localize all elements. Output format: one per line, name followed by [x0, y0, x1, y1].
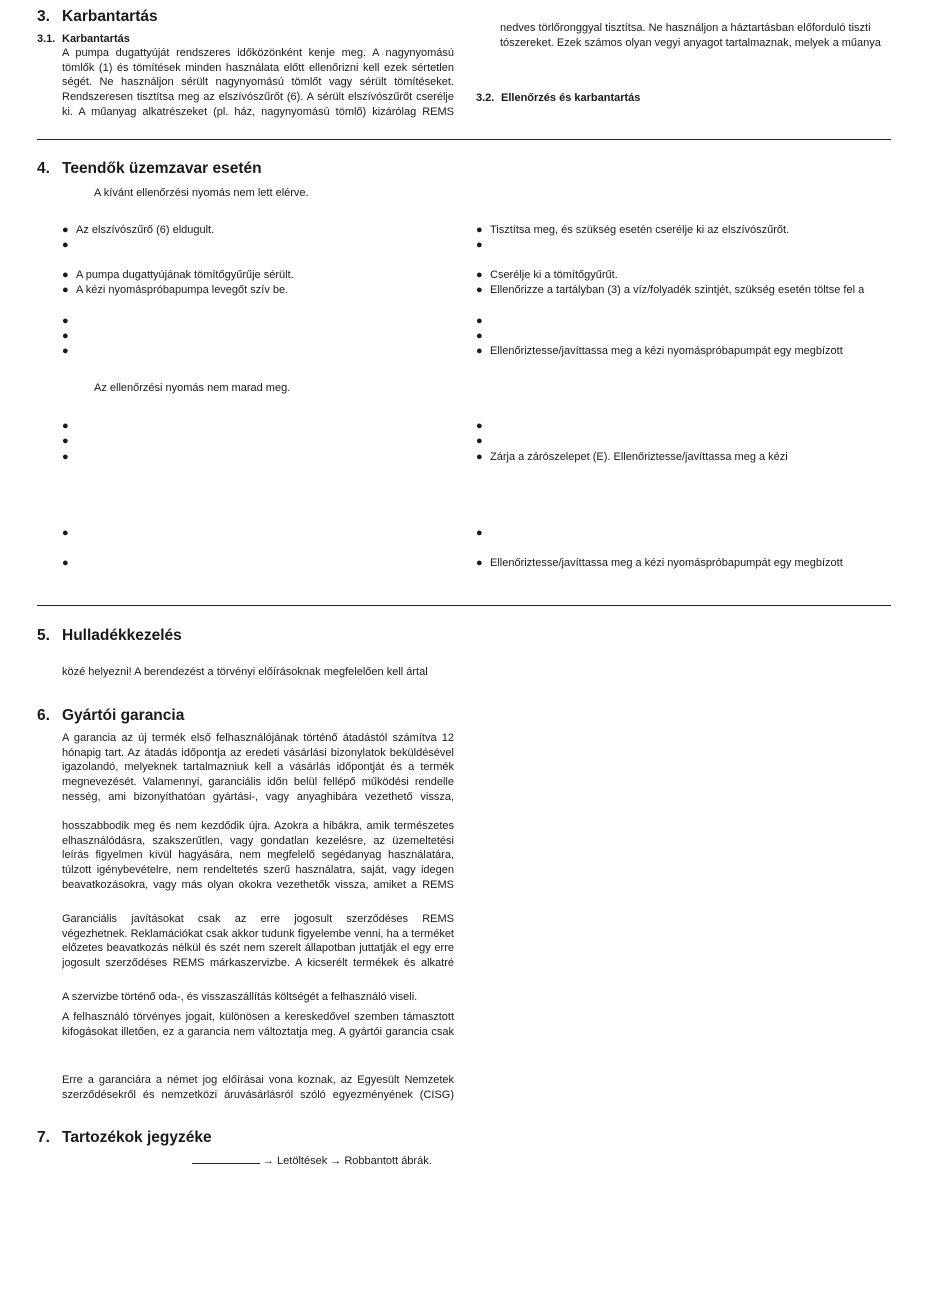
remedy-text: Ellenőrizze a tartályban (3) a víz/folyadék szintjét, szükség esetén töltse fel a — [490, 284, 865, 296]
text-line: Garanciális javításokat csak az erre jogosult szerződéses REMS — [62, 913, 454, 925]
subsection-3-2-number: 3.2. — [476, 92, 495, 104]
remedy-item — [476, 284, 864, 297]
text-line: A pumpa dugattyúját rendszeres időközönként kenje meg. A nagynyomású — [62, 47, 454, 59]
fault-heading-1: A kívánt ellenőrzési nyomás nem lett elérve. — [94, 187, 309, 199]
cause-item — [62, 315, 76, 328]
accessories-reference — [192, 1153, 432, 1169]
bullet-icon: ● — [476, 269, 483, 281]
fault-heading-2: Az ellenőrzési nyomás nem marad meg. — [94, 382, 291, 394]
section-7-title: Tartozékok jegyzéke — [62, 1129, 212, 1146]
remedy-text: Tisztítsa meg, és szükség esetén cserélje ki az elszívószűrőt. — [490, 224, 790, 236]
bullet-icon: ● — [476, 284, 483, 296]
text-line: tömlők (1) és tömítések minden használata előtt ellenőrizni kell ezek sértetlen — [62, 61, 454, 74]
remedy-item — [476, 435, 490, 448]
remedy-text: Zárja a zárószelepet (E). Ellenőriztesse/javíttassa meg a kézi — [490, 451, 788, 463]
section-divider — [37, 139, 891, 140]
section-3-heading — [37, 8, 158, 26]
cause-item — [62, 224, 214, 237]
bullet-icon: ● — [62, 451, 69, 463]
remedy-text: Ellenőriztesse/javíttassa meg a kézi nyomáspróbapumpát egy megbízott — [490, 557, 843, 569]
section-7-number: 7. — [37, 1129, 50, 1146]
bullet-icon: ● — [476, 239, 483, 251]
bullet-icon: ● — [476, 330, 483, 342]
section-6-heading — [37, 707, 184, 725]
bullet-icon: ● — [62, 557, 69, 569]
bullet-icon: ● — [62, 420, 69, 432]
section-5-text: közé helyezni! A berendezést a törvényi előírásoknak megfelelően kell ártal — [62, 666, 428, 678]
bullet-icon: ● — [476, 527, 483, 539]
remedy-item — [476, 420, 490, 433]
text-line: beavatkozásokra, vagy más olyan okokra vezethetők vissza, amiket a REMS — [62, 878, 454, 891]
warranty-paragraph-5 — [62, 1010, 454, 1039]
warranty-paragraph-4: A szervizbe történő oda-, és visszaszállítás költségét a felhasználó viseli. — [62, 991, 418, 1003]
remedy-item — [476, 224, 789, 237]
text-line: A felhasználó törvényes jogait, különösen a kereskedővel szemben támasztott — [62, 1011, 454, 1023]
bullet-icon: ● — [62, 239, 69, 251]
bullet-icon: ● — [476, 435, 483, 447]
text-line: A garancia az új termék első felhasználójának történő átadástól számítva 12 — [62, 732, 454, 744]
warranty-paragraph-6 — [62, 1073, 454, 1102]
subsection-3-2-title: Ellenőrzés és karbantartás — [501, 92, 641, 104]
warranty-paragraph-2 — [62, 819, 454, 892]
cause-item — [62, 451, 76, 464]
bullet-icon: ● — [62, 224, 69, 236]
bullet-icon: ● — [476, 420, 483, 432]
text-line: ki. A műanyag alkatrészeket (pl. ház, nagynyomású tömlő) kizárólag REMS — [62, 105, 454, 118]
bullet-icon: ● — [62, 330, 69, 342]
cause-item — [62, 557, 76, 570]
bullet-icon: ● — [62, 435, 69, 447]
remedy-item — [476, 269, 618, 282]
section-4-heading — [37, 160, 262, 178]
subsection-3-2-heading — [476, 92, 640, 104]
remedy-item — [476, 527, 490, 540]
warranty-paragraph-1 — [62, 731, 454, 804]
section-3-right-paragraph — [500, 21, 881, 50]
text-line: jogosult szerződéses REMS márkaszervizbe. A kicserélt termékek és alkatré — [62, 957, 454, 970]
text-line: megnevezését. Valamennyi, garanciális időn belül fellépő működési rendelle — [62, 776, 454, 789]
cause-item — [62, 284, 288, 297]
bullet-icon: ● — [476, 345, 483, 357]
bullet-icon: ● — [62, 284, 69, 296]
link-placeholder-underline — [192, 1153, 260, 1164]
warranty-paragraph-3 — [62, 912, 454, 971]
section-7-heading — [37, 1129, 212, 1147]
remedy-item — [476, 345, 843, 358]
subsection-3-1-number: 3.1. — [37, 33, 56, 45]
bullet-icon: ● — [476, 224, 483, 236]
text-line: tószereket. Ezek számos olyan vegyi anyagot tartalmaznak, melyek a műanya — [500, 36, 881, 49]
cause-text: A pumpa dugattyújának tömítőgyűrűje sérült. — [76, 269, 294, 281]
text-line: Rendszeresen tisztítsa meg az elszívószűrőt (6). A sérült elszívószűrőt cserélje — [62, 91, 454, 104]
text-line: hosszabbodik meg és nem kezdődik újra. Azokra a hibákra, amik természetes — [62, 820, 454, 832]
cause-item — [62, 420, 76, 433]
text-line: nedves törlőronggyal tisztítsa. Ne használjon a háztartásban előforduló tiszti — [500, 22, 871, 34]
subsection-3-1-heading — [37, 33, 130, 45]
text-line: leírás figyelmen kívül hagyására, nem megfelelő segédanyag használatára, — [62, 849, 454, 862]
text-line: túlzott igénybevételre, nem rendeltetés szerű használatra, saját, vagy idegen — [62, 864, 454, 877]
section-6-title: Gyártói garancia — [62, 707, 185, 724]
text-line: ségét. Ne használjon sérült nagynyomású tömlőt vagy sérült tömítéseket. — [62, 76, 454, 89]
remedy-item — [476, 451, 788, 464]
cause-item — [62, 269, 294, 282]
bullet-icon: ● — [62, 315, 69, 327]
bullet-icon: ● — [62, 269, 69, 281]
text-line: elhasználódásra, szakszerűtlen, vagy gondatlan kezelésre, az üzemeltetési — [62, 834, 454, 847]
remedy-item — [476, 239, 490, 252]
cause-item — [62, 345, 76, 358]
subsection-3-1-title: Karbantartás — [62, 33, 130, 45]
cause-item — [62, 239, 76, 252]
bullet-icon: ● — [476, 557, 483, 569]
remedy-text: Ellenőriztesse/javíttassa meg a kézi nyomáspróbapumpát egy megbízott — [490, 345, 843, 357]
text-line: szerződésekről és nemzetközi áruvásárlásról szóló egyezményének (CISG) — [62, 1088, 454, 1101]
section-4-number: 4. — [37, 160, 50, 177]
cause-text: Az elszívószűrő (6) eldugult. — [76, 224, 215, 236]
text-line: végezhetnek. Reklamációkat csak akkor tudunk figyelembe venni, ha a terméket — [62, 927, 454, 940]
cause-item — [62, 330, 76, 343]
section-5-number: 5. — [37, 627, 50, 644]
remedy-text: Cserélje ki a tömítőgyűrűt. — [490, 269, 618, 281]
remedy-item — [476, 330, 490, 343]
text-line: előzetes beavatkozás nélkül és szét nem szerelt állapotban juttatják el egy erre — [62, 942, 454, 955]
text-line: Erre a garanciára a német jog előírásai vona koznak, az Egyesült Nemzetek — [62, 1074, 454, 1086]
bullet-icon: ● — [62, 527, 69, 539]
cause-item — [62, 527, 76, 540]
bullet-icon: ● — [476, 451, 483, 463]
remedy-item — [476, 315, 490, 328]
section-3-1-paragraph — [62, 46, 454, 119]
text-line: kifogásokat illetően, ez a garancia nem változtatja meg. A gyártói garancia csak — [62, 1025, 454, 1038]
bullet-icon: ● — [476, 315, 483, 327]
remedy-item — [476, 557, 843, 570]
text-line: hónapig tart. Az átadás időpontja az eredeti vásárlási bizonylatok beküldésével — [62, 746, 454, 759]
section-3-title: Karbantartás — [62, 8, 158, 25]
cause-item — [62, 435, 76, 448]
section-3-number: 3. — [37, 8, 50, 25]
text-line: nesség, ami bizonyíthatóan gyártási-, vagy anyaghibára vezethető vissza, — [62, 790, 454, 803]
section-5-title: Hulladékkezelés — [62, 627, 182, 644]
bullet-icon: ● — [62, 345, 69, 357]
section-divider — [37, 605, 891, 606]
section-6-number: 6. — [37, 707, 50, 724]
cause-text: A kézi nyomáspróbapumpa levegőt szív be. — [76, 284, 289, 296]
section-4-title: Teendők üzemzavar esetén — [62, 160, 262, 177]
text-line: igazolandó, melyeknek tartalmazniuk kell a vásárlás időpontját és a termék — [62, 761, 454, 774]
accessories-text: → Letöltések → Robbantott ábrák. — [263, 1155, 432, 1167]
section-5-heading — [37, 627, 182, 645]
